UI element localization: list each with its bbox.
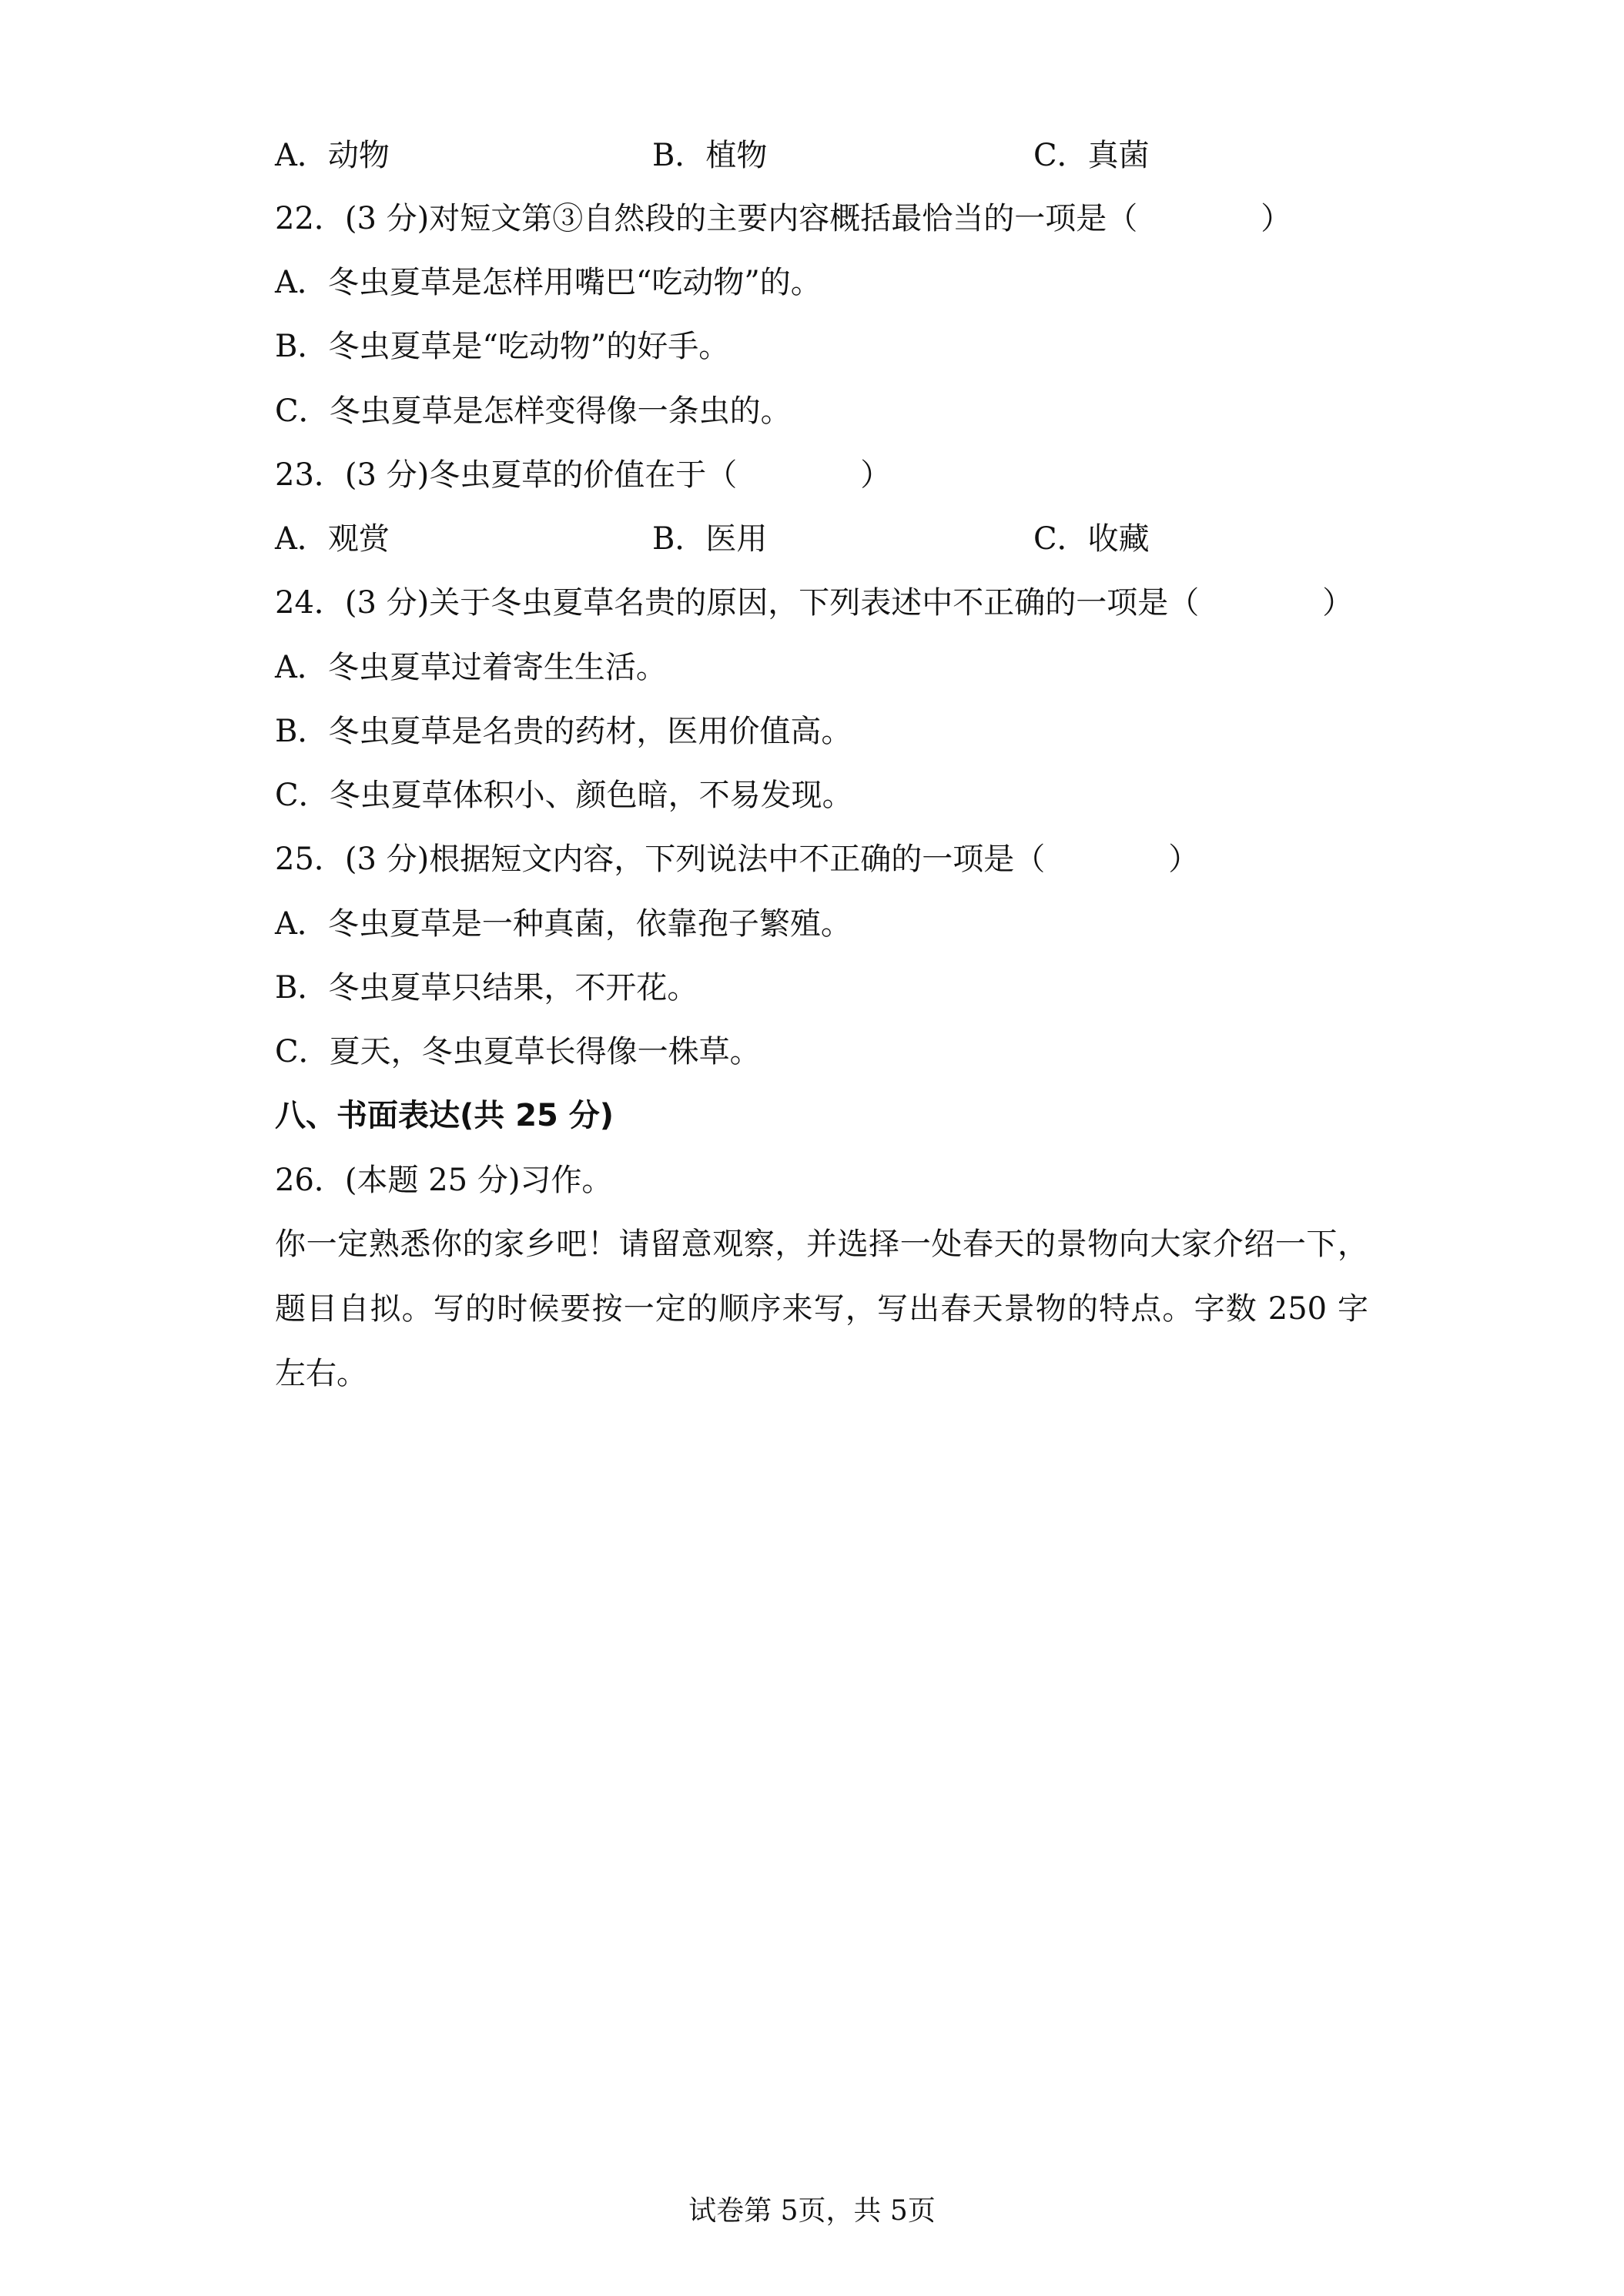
q22-option-b: B．冬虫夏草是“吃动物”的好手。 <box>275 329 730 364</box>
q24-option-a: A．冬虫夏草过着寄生生活。 <box>275 650 667 685</box>
q25-option-b: B．冬虫夏草只结果，不开花。 <box>275 970 698 1006</box>
q26-stem: 26．(本题 25 分)习作。 <box>275 1163 613 1198</box>
q23-stem: 23．(3 分)冬虫夏草的价值在于（ ） <box>275 457 892 493</box>
q24-stem: 24．(3 分)关于冬虫夏草名贵的原因，下列表述中不正确的一项是（ ） <box>275 585 1354 621</box>
q22-option-a: A．冬虫夏草是怎样用嘴巴“吃动物”的。 <box>275 265 822 300</box>
q25-option-a: A．冬虫夏草是一种真菌，依靠孢子繁殖。 <box>275 906 852 942</box>
q21-option-c: C．真菌 <box>1033 138 1150 173</box>
q26-writing-prompt: 你一定熟悉你的家乡吧！请留意观察，并选择一处春天的景物向大家介绍一下，题目自拟。写的时候要按一定的顺序来写，写出春天景物的特点。字数 250 字左右。 <box>275 1227 1368 1391</box>
page-footer: 试卷第 5页，共 5页 <box>688 2195 936 2227</box>
q23-option-c: C．收藏 <box>1033 521 1150 557</box>
q23-option-a: A．观赏 <box>275 521 390 557</box>
q25-option-c: C．夏天，冬虫夏草长得像一株草。 <box>275 1034 761 1069</box>
q25-stem: 25．(3 分)根据短文内容，下列说法中不正确的一项是（ ） <box>275 842 1200 877</box>
q22-option-c: C．冬虫夏草是怎样变得像一条虫的。 <box>275 393 792 429</box>
q23-option-b: B．医用 <box>652 521 768 557</box>
q24-option-b: B．冬虫夏草是名贵的药材，医用价值高。 <box>275 714 852 749</box>
section-heading: 八、书面表达(共 25 分) <box>275 1098 614 1133</box>
q21-option-a: A．动物 <box>275 138 390 173</box>
q22-stem: 22．(3 分)对短文第③自然段的主要内容概括最恰当的一项是（ ） <box>275 201 1292 236</box>
q24-option-c: C．冬虫夏草体积小、颜色暗，不易发现。 <box>275 778 853 813</box>
q21-option-b: B．植物 <box>652 138 768 173</box>
q23-options-row <box>275 520 1391 558</box>
q21-options-row <box>275 136 1391 175</box>
